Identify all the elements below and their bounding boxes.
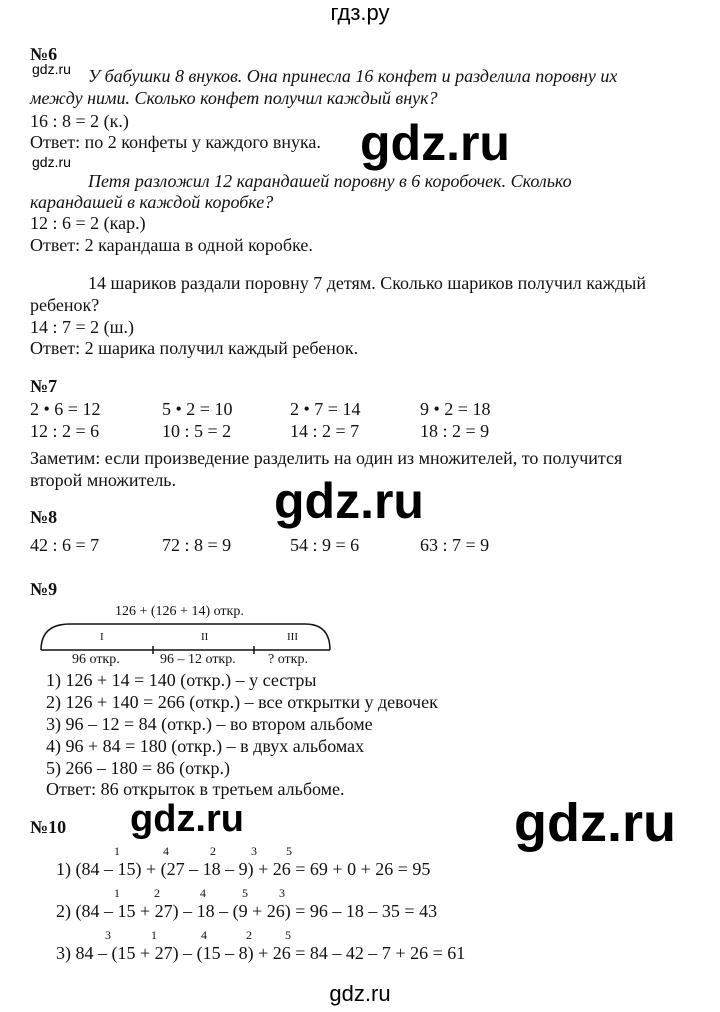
equation: 10 : 5 = 2 bbox=[162, 421, 232, 441]
diagram-part: III bbox=[287, 631, 298, 643]
order-number: 3 bbox=[279, 886, 285, 900]
step: 4) 96 + 84 = 180 (откр.) – в двух альбомах bbox=[46, 736, 365, 756]
step: 3) 96 – 12 = 84 (откр.) – во втором альбоме bbox=[46, 714, 373, 734]
problem-text: ребенок? bbox=[30, 295, 100, 315]
task-10-title: №10 bbox=[30, 817, 67, 837]
diagram-value: 96 – 12 откр. bbox=[160, 652, 236, 667]
watermark: gdz.ru bbox=[32, 154, 71, 170]
order-number: 4 bbox=[200, 886, 206, 900]
equation: 2 • 7 = 14 bbox=[290, 399, 361, 419]
order-number: 3 bbox=[105, 928, 111, 942]
watermark: gdz.ru bbox=[514, 793, 676, 853]
order-number: 5 bbox=[285, 928, 291, 942]
problem-text: 14 шариков раздали поровну 7 детям. Сколько шариков получил каждый bbox=[88, 273, 646, 293]
equation: 54 : 9 = 6 bbox=[290, 535, 360, 555]
answer: Ответ: 2 шарика получил каждый ребенок. bbox=[30, 338, 359, 358]
order-number: 1 bbox=[114, 844, 120, 858]
order-number: 2 bbox=[154, 886, 160, 900]
solution: 12 : 6 = 2 (кар.) bbox=[30, 213, 146, 233]
expression: 2) (84 – 15 + 27) – 18 – (9 + 26) = 96 – 18 – 35 = 43 bbox=[56, 901, 438, 921]
equation: 18 : 2 = 9 bbox=[420, 421, 490, 441]
equation: 14 : 2 = 7 bbox=[290, 421, 360, 441]
expression: 3) 84 – (15 + 27) – (15 – 8) + 26 = 84 – 42 – 7 + 26 = 61 bbox=[56, 943, 466, 963]
answer: Ответ: 2 карандаша в одной коробке. bbox=[30, 235, 313, 255]
diagram-value: ? откр. bbox=[268, 652, 308, 667]
problem-text: карандашей в каждой коробке? bbox=[30, 192, 274, 212]
equation: 5 • 2 = 10 bbox=[162, 399, 233, 419]
task-9-title: №9 bbox=[30, 579, 58, 599]
order-number: 1 bbox=[114, 886, 120, 900]
note: второй множитель. bbox=[30, 470, 177, 490]
answer: Ответ: 86 открыток в третьем альбоме. bbox=[46, 779, 345, 799]
diagram-total: 126 + (126 + 14) откр. bbox=[115, 604, 244, 619]
diagram-part: I bbox=[100, 631, 104, 643]
task-6-title: №6 bbox=[30, 44, 58, 64]
order-number: 1 bbox=[151, 928, 157, 942]
diagram-part: II bbox=[201, 631, 209, 643]
site-header: гдз.ру bbox=[330, 0, 390, 25]
watermark: gdz.ru bbox=[130, 798, 244, 840]
order-number: 2 bbox=[246, 928, 252, 942]
note: Заметим: если произведение разделить на один из множителей, то получится bbox=[30, 448, 623, 468]
equation: 12 : 2 = 6 bbox=[30, 421, 100, 441]
order-number: 5 bbox=[286, 844, 292, 858]
order-number: 5 bbox=[242, 886, 248, 900]
watermark: gdz.ru bbox=[274, 473, 424, 529]
footer-watermark: gdz.ru bbox=[329, 981, 391, 1006]
equation: 72 : 8 = 9 bbox=[162, 535, 232, 555]
problem-text: Петя разложил 12 карандашей поровну в 6 коробочек. Сколько bbox=[88, 171, 572, 191]
equation: 2 • 6 = 12 bbox=[30, 399, 101, 419]
diagram-value: 96 откр. bbox=[72, 652, 120, 667]
task-8-title: №8 bbox=[30, 507, 58, 527]
answer: Ответ: по 2 конфеты у каждого внука. bbox=[30, 132, 321, 152]
order-number: 4 bbox=[201, 928, 207, 942]
watermark: gdz.ru bbox=[360, 115, 510, 171]
step: 1) 126 + 14 = 140 (откр.) – у сестры bbox=[46, 670, 317, 690]
equation: 9 • 2 = 18 bbox=[420, 399, 491, 419]
order-number: 4 bbox=[163, 844, 169, 858]
equation: 42 : 6 = 7 bbox=[30, 535, 100, 555]
step: 2) 126 + 140 = 266 (откр.) – все открытки у девочек bbox=[46, 692, 438, 712]
step: 5) 266 – 180 = 86 (откр.) bbox=[46, 758, 231, 778]
task-7-title: №7 bbox=[30, 376, 58, 396]
order-number: 2 bbox=[210, 844, 216, 858]
order-number: 3 bbox=[251, 844, 257, 858]
problem-text: У бабушки 8 внуков. Она принесла 16 конфет и разделила поровну их bbox=[88, 66, 618, 86]
problem-text: между ними. Сколько конфет получил каждый внук? bbox=[30, 88, 438, 108]
solution: 14 : 7 = 2 (ш.) bbox=[30, 317, 135, 337]
equation: 63 : 7 = 9 bbox=[420, 535, 490, 555]
expression: 1) (84 – 15) + (27 – 18 – 9) + 26 = 69 + 0 + 26 = 95 bbox=[56, 859, 431, 879]
watermark: gdz.ru bbox=[32, 61, 71, 77]
solution: 16 : 8 = 2 (к.) bbox=[30, 111, 129, 131]
